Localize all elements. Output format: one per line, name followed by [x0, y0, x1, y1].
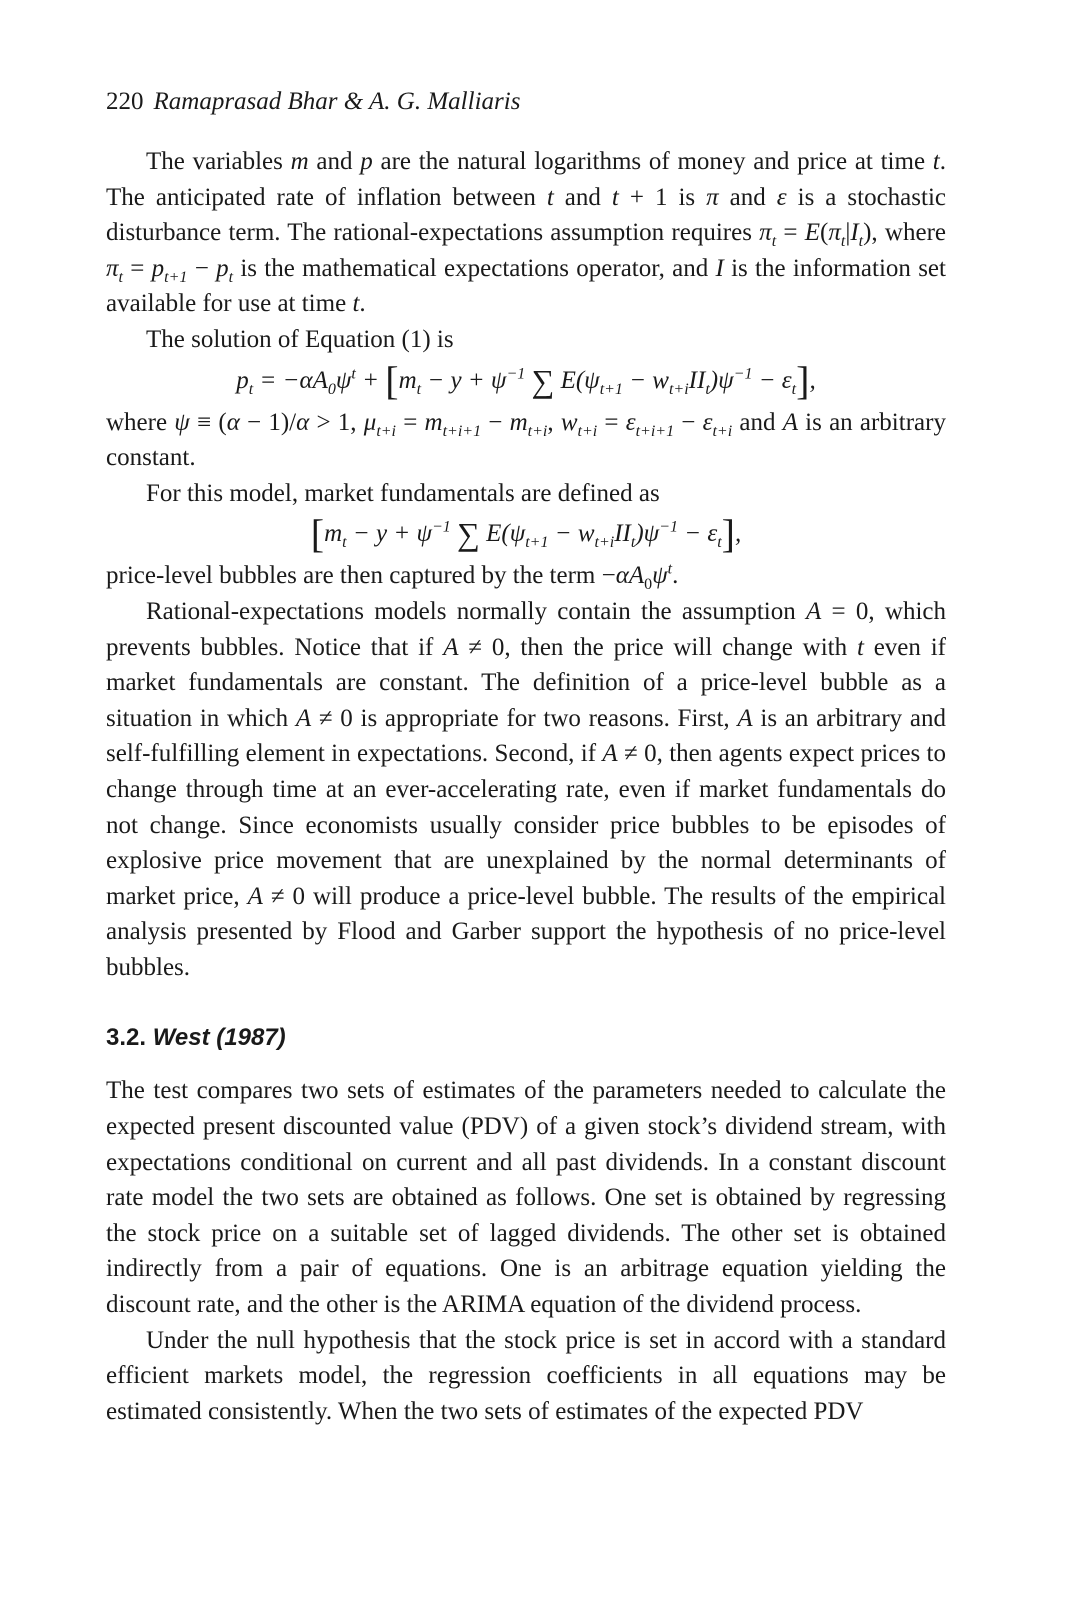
paragraph-variables: The variables m and p are the natural logarithms of money and price at time t. The anticipated rate of inflation between t and t + 1 is π and ε is a stochastic disturbance term. The rational-expectations assumption requires $\pi_t = E(\pi_t|I_t)$, where $\pi_t = p_{t+1} - p_t$ is the mathematical expectations operator, and I is the information set available for use at time t.: [106, 148, 946, 318]
page-number: 220: [106, 88, 144, 115]
running-header-authors: Ramaprasad Bhar & A. G. Malliaris: [153, 88, 521, 115]
paragraph-where: where ψ ≡ (α − 1)/α > 1, $\mu_{t+i} = m_{t+i+1} - m_{t+i}$, $w_{t+i} = \varepsilon_{t+i+1} - \varepsilon_{t+i}$ and A is an arbitrary constant.: [106, 408, 946, 472]
paragraph-null-hypothesis: Under the null hypothesis that the stock price is set in accord with a standard efficient markets model, the regression coefficients in all equations may be estimated consistently. When the two sets of estimates of the expected PDV: [106, 1326, 946, 1425]
page-body: [106, 144, 946, 1429]
equation-market-fundamentals: [$m_t - y + \psi^{-1}$ ∑ $E(\psi_{t+1} - w_{t+i}II_t)\psi^{-1} - \varepsilon_t$],: [310, 511, 742, 557]
equation-price-solution: $p_t = -\alpha A_0\psi^t + [m_t - y + \psi^{-1}$ ∑ $E(\psi_{t+1} - w_{t+i}II_t)\psi^{-1} - \varepsilon_t$],: [236, 357, 816, 403]
section-heading: [106, 1023, 946, 1053]
paragraph-solution-intro: The solution of Equation (1) is: [146, 325, 454, 353]
paragraph-fundamentals-intro: For this model, market fundamentals are defined as: [146, 479, 660, 507]
paragraph-west-test: The test compares two sets of estimates of the parameters needed to calculate the expected present discounted value (PDV) of a given stock’s dividend stream, with expectations conditional on current and all past dividends. In a constant discount rate model the two sets are obtained as follows. One set is obtained by regressing the stock price on a suitable set of lagged dividends. The other set is obtained indirectly from a pair of equations. One is an arbitrage equation yielding the discount rate, and the other is the ARIMA equation of the dividend process.: [106, 1077, 946, 1319]
paragraph-rational-expectations: Rational-expectations models normally contain the assumption A = 0, which prevents bubbles. Notice that if A ≠ 0, then the price will change with t even if market fundamentals are constant. The definition of a price-level bubble as a situation in which A ≠ 0 is appropriate for two reasons. First, A is an arbitrary and self-fulfilling element in expectations. Second, if A ≠ 0, then agents expect prices to change through time at an ever-accelerating rate, even if market fundamentals do not change. Since economists usually consider price bubbles to be episodes of explosive price movement that are unexplained by the normal determinants of market price, A ≠ 0 will produce a price-level bubble. The results of the empirical analysis presented by Flood and Garber support the hypothesis of no price-level bubbles.: [106, 597, 947, 981]
paragraph-bubble-term: price-level bubbles are then captured by the term $-\alpha A_0\psi^t$.: [106, 561, 679, 594]
section-title: West (1987): [152, 1024, 286, 1052]
section-number: 3.2.: [106, 1024, 147, 1052]
running-header: [106, 88, 520, 116]
